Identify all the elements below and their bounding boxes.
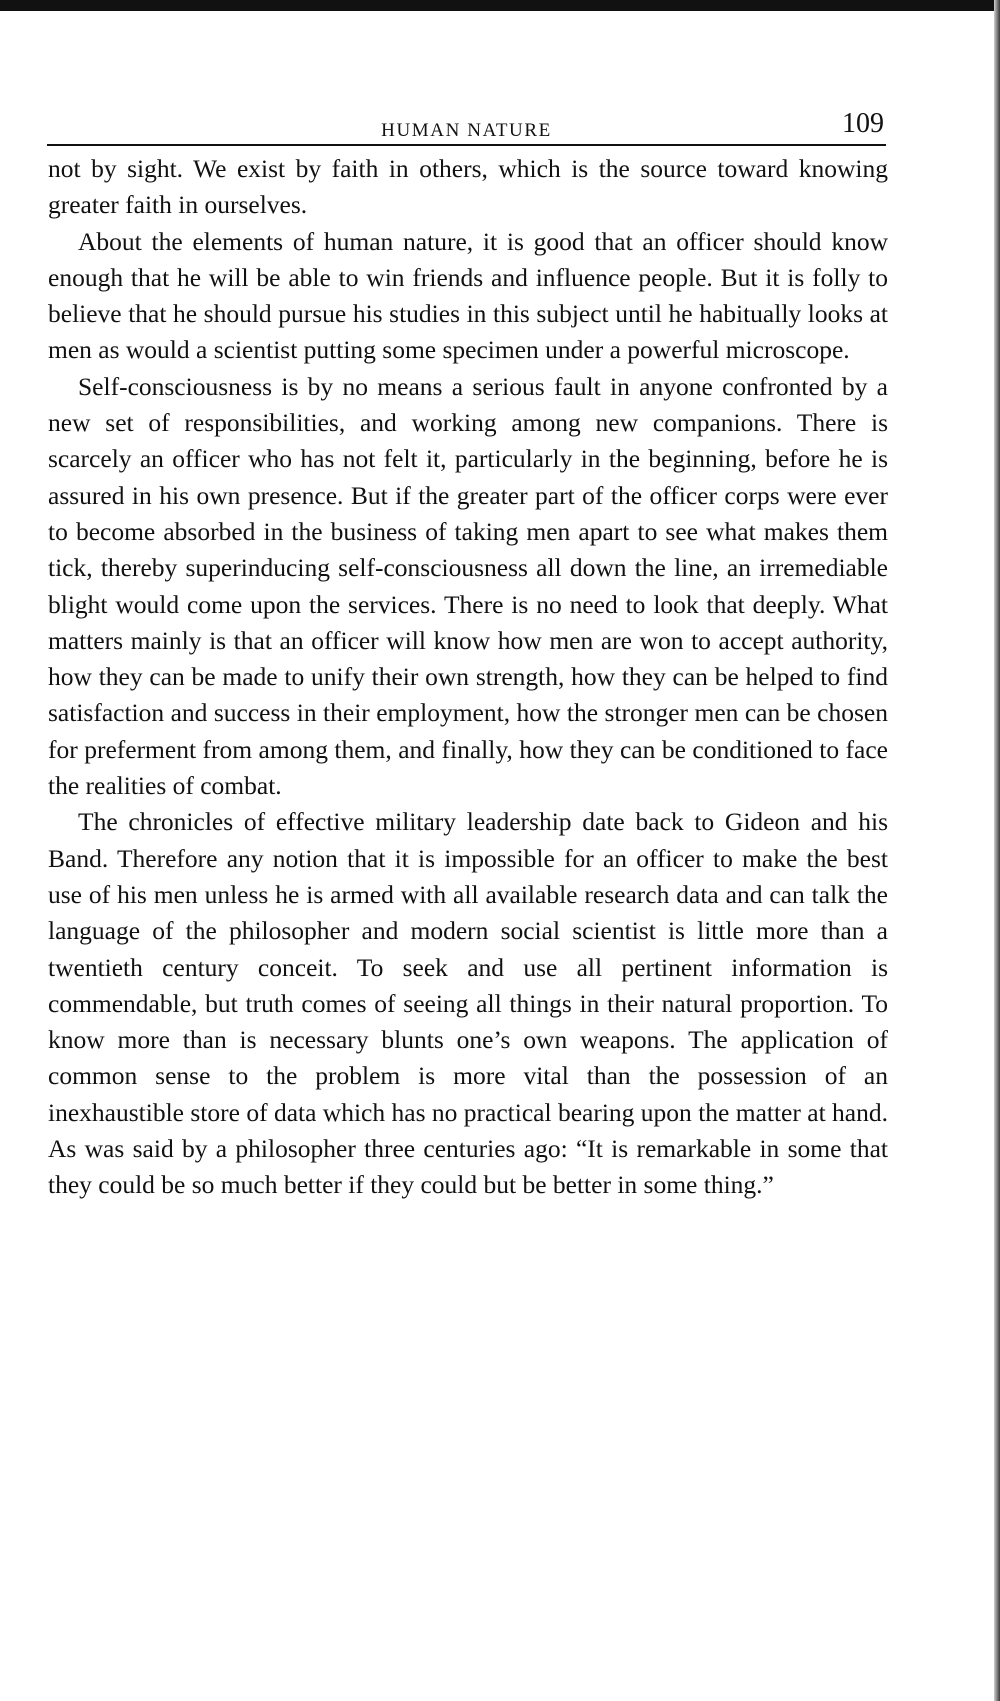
paragraph-human-nature: About the elements of human nature, it is good that an officer should know enough that he will be able to win friends and influence people. But it is folly to believe that he should pursue his studies in this subject until he habitually looks at men as would a scientist putting some specimen under a powerful microscope.: [48, 226, 888, 365]
paragraph-self-consciousness: Self-consciousness is by no means a serious fault in anyone confronted by a new set of responsibilities, and working among new companions. There is scarcely an officer who has not felt it, particularly in the beginning, before he is assured in his own presence. But if the greater part of the officer corps were ever to become absorbed in the business of taking men apart to see what makes them tick, thereby superinducing self-consciousness all down the line, an irremediable blight would come upon the services. There is no need to look that deeply. What matters mainly is that an officer will know how men are won to accept authority, how they can be made to unify their own strength, how they can be helped to find satisfaction and success in their employment, how the stronger men can be chosen for preferment from among them, and finally, how they can be conditioned to face the realities of combat.: [48, 371, 888, 801]
page-header: [47, 104, 886, 146]
running-head: HUMAN NATURE: [381, 120, 552, 141]
scan-top-border: [0, 0, 1000, 11]
body-text: [48, 151, 888, 1204]
paragraph-continued: not by sight. We exist by faith in others, which is the source toward knowing greater faith in ourselves.: [48, 154, 888, 220]
page-number: 109: [842, 108, 884, 139]
scan-right-edge: [994, 0, 1000, 1701]
paragraph-military-leadership: The chronicles of effective military leadership date back to Gideon and his Band. Therefore any notion that it is impossible for an officer to make the best use of his men unless he is armed with all available research data and can talk the language of the philosopher and modern social scientist is little more than a twentieth century conceit. To seek and use all pertinent information is commendable, but truth comes of seeing all things in their natural proportion. To know more than is necessary blunts one’s own weapons. The application of common sense to the problem is more vital than the possession of an inexhaustible store of data which has no practical bearing upon the matter at hand. As was said by a philosopher three centuries ago: “It is remarkable in some that they could be so much better if they could but be better in some thing.”: [48, 807, 888, 1200]
